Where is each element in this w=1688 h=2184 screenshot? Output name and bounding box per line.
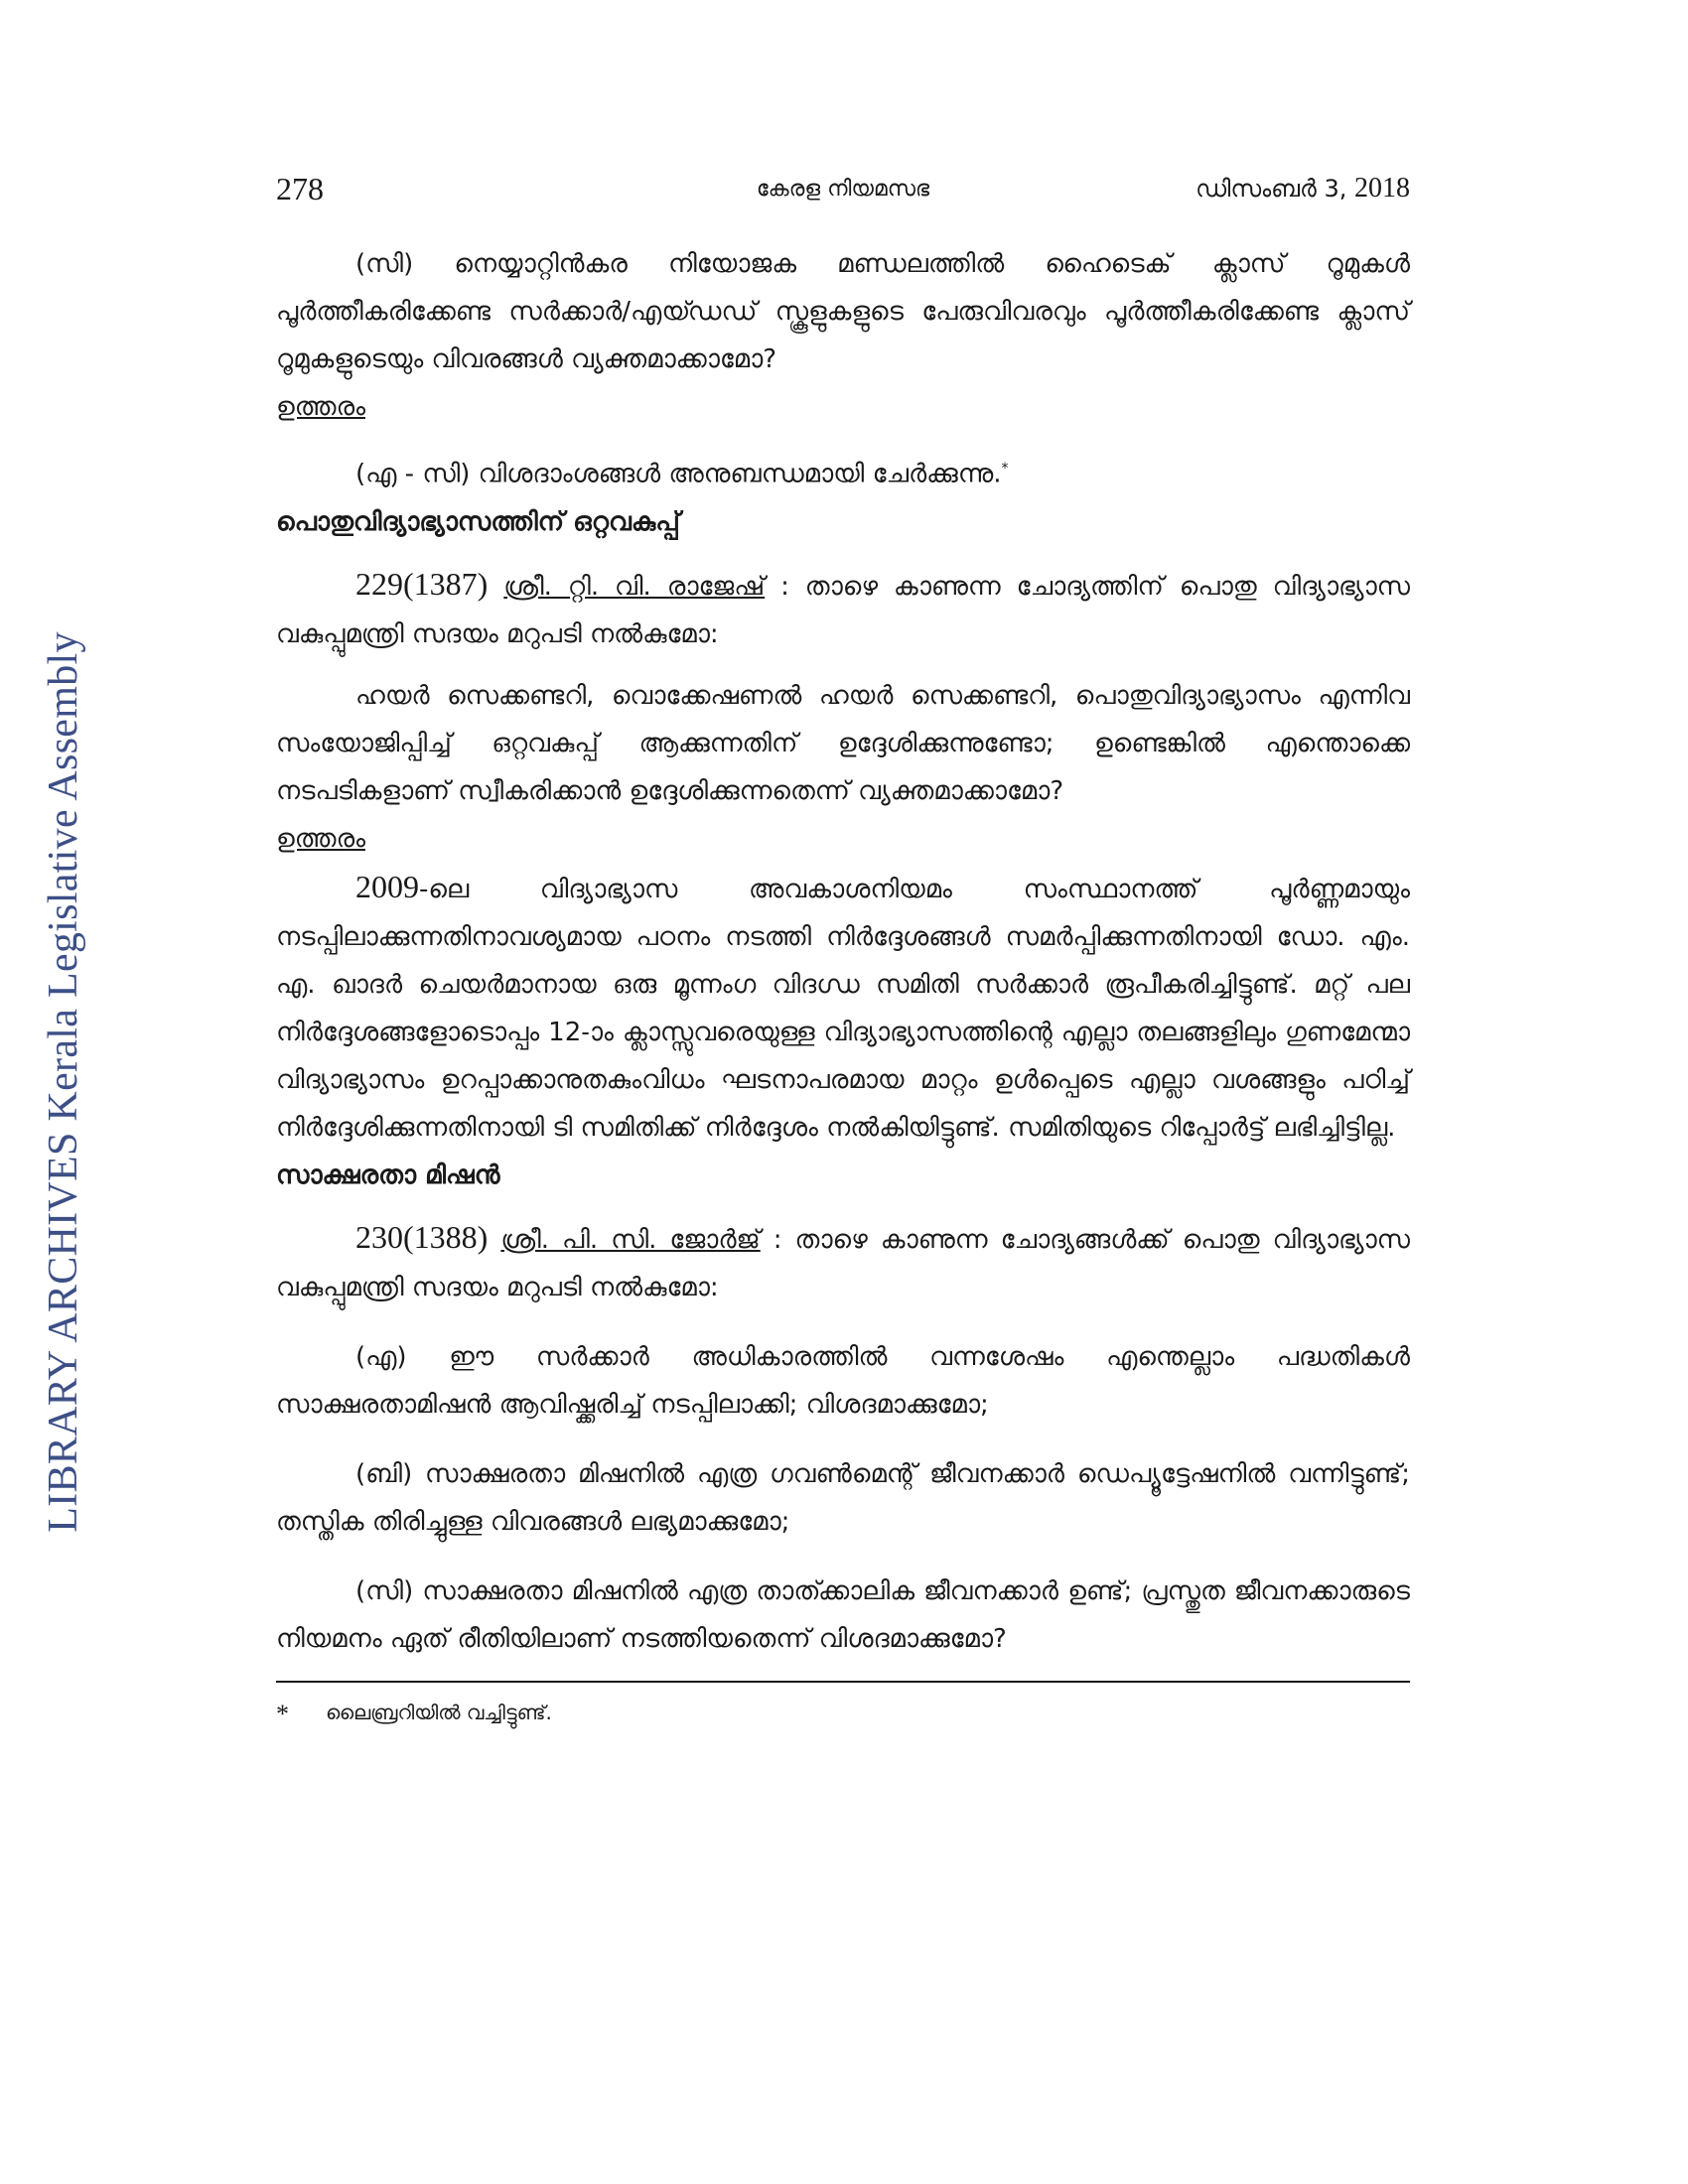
document-page [276,159,1410,1732]
header-date-text: ഡിസംബർ 3, [1196,175,1347,203]
question-230-intro-text: : താഴെ കാണുന്ന ചോദ്യങ്ങൾക്ക് പൊതു വിദ്യാഭ്യാസ വകുപ്പുമന്ത്രി സദയം മറുപടി നൽകുമോ: [276,1224,1410,1302]
section-heading-1: പൊതുവിദ്യാഭ്യാസത്തിന് ഒറ്റവകുപ്പ് [276,506,680,537]
running-title: കേരള നിയമസഭ [756,177,930,202]
member-name-1: ശ്രീ. റ്റി. വി. രാജേഷ് [503,571,766,602]
answer-1 [276,445,1410,498]
page-header [276,159,1410,218]
page-number: 278 [276,171,324,206]
question-c-hitech: (സി) നെയ്യാറ്റിൻകര നിയോജക മണ്ഡലത്തിൽ ഹൈടെക് ക്ലാസ് റൂമുകൾ പൂർത്തീകരിക്കേണ്ട സർക്കാർ/എയ്ഡഡ് സ്കൂളുകളുടെ പേരുവിവരവും പൂർത്തീകരിക്കേണ്ട ക്ലാസ് റൂമുകളുടെയും വിവരങ്ങൾ വ്യക്തമാക്കാമോ? [276,249,1410,374]
footnote-divider [276,1681,1410,1683]
question-230-a: (എ) ഈ സർക്കാർ അധികാരത്തിൽ വന്നശേഷം എന്തെല്ലാം പദ്ധതികൾ സാക്ഷരതാമിഷൻ ആവിഷ്ക്കരിച്ച് നടപ്പിലാക്കി; വിശദമാക്കുമോ; [276,1341,1410,1420]
answer-label-2: ഉത്തരം [276,823,365,854]
question-230-intro [276,1213,1410,1311]
question-229-intro-text: : താഴെ കാണുന്ന ചോദ്യത്തിന് പൊതു വിദ്യാഭ്യാസ വകുപ്പുമന്ത്രി സദയം മറുപടി നൽകുമോ: [276,571,1411,649]
answer-229 [276,863,1410,1152]
answer-229-text: -ലെ വിദ്യാഭ്യാസ അവകാശനിയമം സംസ്ഥാനത്ത് പൂർണ്ണമായും നടപ്പിലാക്കുന്നതിനാവശ്യമായ പഠനം നടത്തി നിർദ്ദേശങ്ങൾ സമർപ്പിക്കുന്നതിനായി ഡോ. എം. എ. ഖാദർ ചെയർമാനായ ഒരു മൂന്നംഗ വിദഗ്ധ സമിതി സർക്കാർ രൂപീകരിച്ചിട്ടുണ്ട്. മറ്റ് പല നിർദ്ദേശങ്ങളോടൊപ്പം 12-ാം ക്ലാസ്സുവരെയുള്ള വിദ്യാഭ്യാസത്തിന്റെ എല്ലാ തലങ്ങളിലും ഗുണമേന്മാ വിദ്യാഭ്യാസം ഉറപ്പാക്കാനുതകുംവിധം ഘടനാപരമായ മാറ്റം ഉൾപ്പെടെ എല്ലാ വശങ്ങളും പഠിച്ച് നിർദ്ദേശിക്കുന്നതിനായി ടി സമിതിക്ക് നിർദ്ദേശം നൽകിയിട്ടുണ്ട്. സമിതിയുടെ റിപ്പോർട്ട് ലഭിച്ചിട്ടില്ല. [276,874,1410,1143]
question-number-230: 230(1388) [355,1218,489,1255]
question-229-intro [276,560,1410,658]
footnote-mark: * [276,1699,289,1728]
header-date [1196,173,1410,205]
footnote-text: ലൈബ്രറിയിൽ വച്ചിട്ടുണ്ട്. [326,1700,552,1724]
footnote-reference-mark: * [1001,461,1009,477]
archive-watermark: LIBRARY ARCHIVES Kerala Legislative Assembly [41,631,86,1533]
footnote [276,1693,1410,1732]
header-date-year: 2018 [1354,173,1410,204]
question-number-229: 229(1387) [355,565,489,602]
section-heading-2: സാക്ഷരതാ മിഷൻ [276,1160,500,1190]
answer-1-text: (എ - സി) വിശദാംശങ്ങൾ അനുബന്ധമായി ചേർക്കുന്നു. [355,459,1002,489]
answer-229-year: 2009 [355,868,419,904]
question-229-body: ഹയർ സെക്കണ്ടറി, വൊക്കേഷണൽ ഹയർ സെക്കണ്ടറി, പൊതുവിദ്യാഭ്യാസം എന്നിവ സംയോജിപ്പിച്ച് ഒറ്റവകുപ്പ് ആക്കുന്നതിന് ഉദ്ദേശിക്കുന്നുണ്ടോ; ഉണ്ടെങ്കിൽ എന്തൊക്കെ നടപടികളാണ് സ്വീകരിക്കാൻ ഉദ്ദേശിക്കുന്നതെന്ന് വ്യക്തമാക്കാമോ? [276,680,1410,806]
member-name-2: ശ്രീ. പി. സി. ജോർജ് [500,1224,761,1255]
question-230-b: (ബി) സാക്ഷരതാ മിഷനിൽ എത്ര ഗവൺമെന്റ് ജീവനക്കാർ ഡെപ്യൂട്ടേഷനിൽ വന്നിട്ടുണ്ട്; തസ്തിക തിരിച്ചുള്ള വിവരങ്ങൾ ലഭ്യമാക്കുമോ; [276,1458,1410,1537]
answer-label-1: ഉത്തരം [276,392,365,422]
question-230-c: (സി) സാക്ഷരതാ മിഷനിൽ എത്ര താത്ക്കാലിക ജീവനക്കാർ ഉണ്ട്; പ്രസ്തുത ജീവനക്കാരുടെ നിയമനം ഏത് രീതിയിലാണ് നടത്തിയതെന്ന് വിശദമാക്കുമോ? [276,1575,1410,1654]
